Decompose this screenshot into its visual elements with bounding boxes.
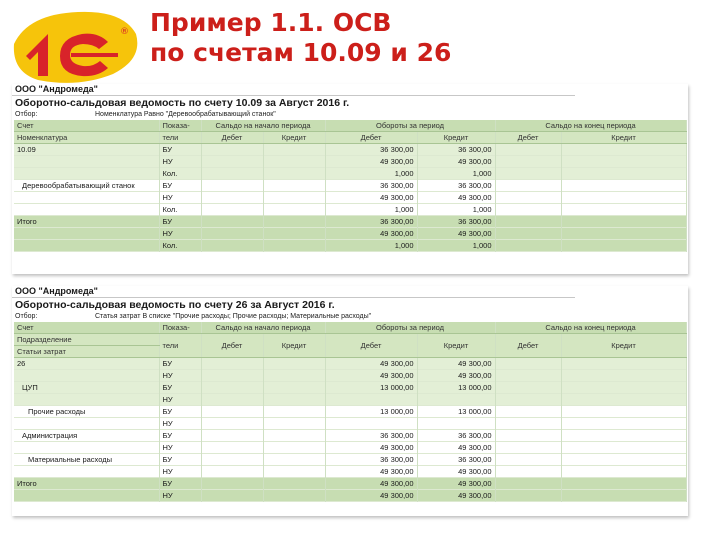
cell-closing-debit: [495, 466, 561, 478]
cell-turnover-debit: 49 300,00: [325, 192, 417, 204]
header-account: Счет: [14, 322, 159, 334]
cell-opening-debit: [201, 478, 263, 490]
cell-indicator: НУ: [159, 466, 201, 478]
table-row: [14, 478, 686, 490]
cell-indicator: НУ: [159, 418, 201, 430]
table-row: [14, 216, 686, 228]
header-row: [14, 322, 686, 334]
cell-opening-credit: [263, 204, 325, 216]
cell-closing-debit: [495, 168, 561, 180]
header-indicators-cont: тели: [159, 334, 201, 358]
report-account-26: [12, 286, 688, 516]
balance-sheet-table: [14, 322, 687, 502]
cell-row-name: [14, 156, 159, 168]
cell-closing-debit: [495, 406, 561, 418]
cell-opening-credit: [263, 394, 325, 406]
table-row: [14, 192, 686, 204]
cell-closing-credit: [561, 180, 686, 192]
header-indicators: Показа-: [159, 322, 201, 334]
cell-opening-credit: [263, 168, 325, 180]
cell-closing-credit: [561, 478, 686, 490]
cell-indicator: НУ: [159, 370, 201, 382]
cell-closing-credit: [561, 156, 686, 168]
header-opening-balance: Сальдо на начало периода: [201, 322, 325, 334]
organization-name: ООО "Андромеда": [12, 286, 575, 298]
report-filter: [12, 312, 688, 322]
cell-indicator: Кол.: [159, 240, 201, 252]
header-credit: Кредит: [263, 334, 325, 358]
header-closing-balance: Сальдо на конец периода: [495, 120, 686, 132]
cell-turnover-debit: [325, 418, 417, 430]
header-turnover: Обороты за период: [325, 120, 495, 132]
cell-turnover-debit: 49 300,00: [325, 478, 417, 490]
cell-opening-debit: [201, 394, 263, 406]
cell-closing-credit: [561, 406, 686, 418]
table-row: [14, 156, 686, 168]
cell-closing-credit: [561, 168, 686, 180]
cell-indicator: НУ: [159, 394, 201, 406]
cell-turnover-credit: 49 300,00: [417, 466, 495, 478]
cell-closing-debit: [495, 394, 561, 406]
cell-opening-debit: [201, 406, 263, 418]
cell-row-name: Итого: [14, 216, 159, 228]
cell-indicator: Кол.: [159, 168, 201, 180]
cell-indicator: НУ: [159, 228, 201, 240]
cell-indicator: БУ: [159, 406, 201, 418]
cell-row-name: Деревообрабатывающий станок: [14, 180, 159, 192]
cell-closing-credit: [561, 466, 686, 478]
cell-indicator: БУ: [159, 454, 201, 466]
cell-turnover-credit: 36 300,00: [417, 454, 495, 466]
table-row: [14, 454, 686, 466]
cell-opening-debit: [201, 454, 263, 466]
cell-turnover-credit: [417, 418, 495, 430]
cell-row-name: ЦУП: [14, 382, 159, 394]
header-row: [14, 132, 686, 144]
filter-value: Статья затрат В списке "Прочие расходы; Прочие расходы; Материальные расходы": [95, 313, 372, 320]
cell-closing-credit: [561, 454, 686, 466]
cell-row-name: [14, 442, 159, 454]
cell-turnover-debit: 49 300,00: [325, 442, 417, 454]
cell-opening-debit: [201, 430, 263, 442]
table-row: [14, 168, 686, 180]
cell-row-name: [14, 394, 159, 406]
cell-opening-credit: [263, 370, 325, 382]
header-debit: Дебет: [495, 334, 561, 358]
cell-closing-debit: [495, 418, 561, 430]
cell-indicator: НУ: [159, 192, 201, 204]
cell-turnover-debit: [325, 394, 417, 406]
cell-opening-credit: [263, 240, 325, 252]
header-nomenclature: Номенклатура: [14, 132, 159, 144]
cell-turnover-debit: 49 300,00: [325, 358, 417, 370]
cell-closing-credit: [561, 394, 686, 406]
cell-closing-credit: [561, 370, 686, 382]
cell-turnover-debit: 49 300,00: [325, 490, 417, 502]
header-credit: Кредит: [417, 334, 495, 358]
cell-opening-credit: [263, 192, 325, 204]
header-opening-balance: Сальдо на начало периода: [201, 120, 325, 132]
1c-logo: [8, 4, 148, 86]
cell-closing-debit: [495, 240, 561, 252]
table-row: [14, 370, 686, 382]
header-credit: Кредит: [417, 132, 495, 144]
cell-row-name: 10.09: [14, 144, 159, 156]
cell-turnover-credit: 36 300,00: [417, 180, 495, 192]
cell-turnover-debit: 1,000: [325, 168, 417, 180]
cell-opening-debit: [201, 382, 263, 394]
cell-opening-credit: [263, 466, 325, 478]
cell-row-name: [14, 228, 159, 240]
cell-indicator: БУ: [159, 382, 201, 394]
cell-closing-credit: [561, 192, 686, 204]
cell-opening-credit: [263, 216, 325, 228]
header-debit: Дебет: [325, 132, 417, 144]
cell-turnover-credit: 49 300,00: [417, 358, 495, 370]
header-account: Счет: [14, 120, 159, 132]
cell-turnover-credit: 49 300,00: [417, 192, 495, 204]
cell-closing-debit: [495, 180, 561, 192]
cell-opening-credit: [263, 454, 325, 466]
cell-opening-debit: [201, 144, 263, 156]
header-turnover: Обороты за период: [325, 322, 495, 334]
cell-turnover-debit: 36 300,00: [325, 180, 417, 192]
report-title: Оборотно-сальдовая ведомость по счету 10.09 за Август 2016 г.: [15, 97, 350, 109]
cell-opening-credit: [263, 228, 325, 240]
cell-closing-debit: [495, 228, 561, 240]
cell-turnover-debit: 36 300,00: [325, 430, 417, 442]
cell-opening-debit: [201, 156, 263, 168]
cell-closing-credit: [561, 144, 686, 156]
cell-opening-credit: [263, 442, 325, 454]
cell-row-name: [14, 466, 159, 478]
cell-indicator: БУ: [159, 358, 201, 370]
cell-closing-credit: [561, 228, 686, 240]
cell-opening-credit: [263, 478, 325, 490]
cell-turnover-debit: 49 300,00: [325, 466, 417, 478]
table-row: [14, 466, 686, 478]
cell-row-name: [14, 192, 159, 204]
filter-label: Отбор:: [15, 313, 38, 320]
cell-turnover-debit: 1,000: [325, 204, 417, 216]
header-credit: Кредит: [561, 132, 686, 144]
cell-row-name: [14, 370, 159, 382]
cell-turnover-debit: 36 300,00: [325, 144, 417, 156]
cell-turnover-debit: 49 300,00: [325, 370, 417, 382]
cell-opening-debit: [201, 168, 263, 180]
cell-turnover-credit: 36 300,00: [417, 144, 495, 156]
cell-turnover-debit: 13 000,00: [325, 406, 417, 418]
table-row: [14, 180, 686, 192]
cell-opening-debit: [201, 442, 263, 454]
cell-opening-credit: [263, 180, 325, 192]
cell-turnover-credit: 49 300,00: [417, 490, 495, 502]
cell-opening-debit: [201, 180, 263, 192]
filter-value: Номенклатура Равно "Деревообрабатывающий станок": [95, 111, 276, 118]
cell-opening-debit: [201, 204, 263, 216]
cell-indicator: БУ: [159, 216, 201, 228]
cell-turnover-credit: 49 300,00: [417, 156, 495, 168]
logo-registered-mark: ®: [120, 27, 129, 37]
cell-closing-credit: [561, 358, 686, 370]
table-row: [14, 442, 686, 454]
header-debit: Дебет: [201, 132, 263, 144]
header-row: [14, 334, 686, 346]
cell-turnover-credit: 49 300,00: [417, 228, 495, 240]
cell-opening-debit: [201, 418, 263, 430]
header-debit: Дебет: [325, 334, 417, 358]
balance-sheet-table: [14, 120, 687, 252]
slide-title-line-1: Пример 1.1. ОСВ: [150, 8, 392, 37]
cell-turnover-credit: 1,000: [417, 168, 495, 180]
header-cost-items: Статьи затрат: [14, 346, 159, 358]
filter-label: Отбор:: [15, 111, 38, 118]
cell-indicator: БУ: [159, 430, 201, 442]
header-closing-balance: Сальдо на конец периода: [495, 322, 686, 334]
cell-indicator: БУ: [159, 144, 201, 156]
slide-title: [150, 8, 451, 68]
table-row: [14, 394, 686, 406]
cell-closing-debit: [495, 490, 561, 502]
cell-closing-credit: [561, 240, 686, 252]
cell-opening-credit: [263, 156, 325, 168]
table-row: [14, 382, 686, 394]
cell-indicator: БУ: [159, 478, 201, 490]
cell-turnover-credit: 1,000: [417, 204, 495, 216]
cell-closing-debit: [495, 204, 561, 216]
table-row: [14, 430, 686, 442]
cell-opening-debit: [201, 358, 263, 370]
cell-turnover-credit: 49 300,00: [417, 478, 495, 490]
cell-turnover-credit: 1,000: [417, 240, 495, 252]
cell-closing-debit: [495, 370, 561, 382]
header-indicators: Показа-: [159, 120, 201, 132]
cell-opening-debit: [201, 370, 263, 382]
organization-name: ООО "Андромеда": [12, 84, 575, 96]
table-row: [14, 204, 686, 216]
table-row: [14, 144, 686, 156]
cell-turnover-credit: 36 300,00: [417, 216, 495, 228]
cell-opening-credit: [263, 144, 325, 156]
cell-turnover-debit: 49 300,00: [325, 156, 417, 168]
cell-closing-debit: [495, 144, 561, 156]
cell-closing-debit: [495, 358, 561, 370]
cell-turnover-credit: [417, 394, 495, 406]
cell-turnover-credit: 49 300,00: [417, 370, 495, 382]
cell-closing-debit: [495, 192, 561, 204]
cell-opening-credit: [263, 358, 325, 370]
report-account-10-09: [12, 84, 688, 274]
slide-title-line-2: по счетам 10.09 и 26: [150, 38, 452, 67]
cell-opening-credit: [263, 418, 325, 430]
header-credit: Кредит: [561, 334, 686, 358]
cell-turnover-credit: 13 000,00: [417, 382, 495, 394]
table-row: [14, 240, 686, 252]
cell-row-name: Прочие расходы: [14, 406, 159, 418]
header-department: Подразделение: [14, 334, 159, 346]
cell-indicator: НУ: [159, 490, 201, 502]
cell-opening-debit: [201, 192, 263, 204]
cell-turnover-debit: 49 300,00: [325, 228, 417, 240]
cell-turnover-debit: 13 000,00: [325, 382, 417, 394]
cell-closing-debit: [495, 430, 561, 442]
cell-opening-debit: [201, 240, 263, 252]
header-row: [14, 120, 686, 132]
cell-closing-credit: [561, 418, 686, 430]
table-row: [14, 406, 686, 418]
cell-closing-debit: [495, 156, 561, 168]
cell-opening-debit: [201, 228, 263, 240]
table-row: [14, 490, 686, 502]
cell-opening-credit: [263, 406, 325, 418]
cell-indicator: НУ: [159, 156, 201, 168]
cell-turnover-debit: 36 300,00: [325, 454, 417, 466]
table-row: [14, 228, 686, 240]
cell-turnover-credit: 49 300,00: [417, 442, 495, 454]
cell-row-name: [14, 490, 159, 502]
cell-closing-credit: [561, 216, 686, 228]
cell-closing-credit: [561, 430, 686, 442]
cell-opening-debit: [201, 466, 263, 478]
report-filter: [12, 110, 688, 120]
table-row: [14, 418, 686, 430]
header-credit: Кредит: [263, 132, 325, 144]
cell-turnover-debit: 1,000: [325, 240, 417, 252]
cell-row-name: Материальные расходы: [14, 454, 159, 466]
cell-turnover-credit: 13 000,00: [417, 406, 495, 418]
cell-indicator: НУ: [159, 442, 201, 454]
cell-turnover-credit: 36 300,00: [417, 430, 495, 442]
cell-indicator: БУ: [159, 180, 201, 192]
cell-opening-debit: [201, 216, 263, 228]
cell-closing-credit: [561, 204, 686, 216]
cell-closing-debit: [495, 442, 561, 454]
cell-closing-debit: [495, 478, 561, 490]
header-indicators-cont: тели: [159, 132, 201, 144]
cell-closing-debit: [495, 454, 561, 466]
cell-row-name: Администрация: [14, 430, 159, 442]
report-title: Оборотно-сальдовая ведомость по счету 26 за Август 2016 г.: [15, 299, 335, 311]
cell-opening-credit: [263, 490, 325, 502]
cell-closing-credit: [561, 490, 686, 502]
header-debit: Дебет: [495, 132, 561, 144]
cell-row-name: [14, 418, 159, 430]
header-debit: Дебет: [201, 334, 263, 358]
cell-row-name: [14, 204, 159, 216]
cell-indicator: Кол.: [159, 204, 201, 216]
cell-row-name: [14, 168, 159, 180]
table-row: [14, 358, 686, 370]
cell-opening-credit: [263, 382, 325, 394]
cell-closing-debit: [495, 382, 561, 394]
cell-closing-credit: [561, 382, 686, 394]
cell-row-name: Итого: [14, 478, 159, 490]
cell-row-name: 26: [14, 358, 159, 370]
cell-turnover-debit: 36 300,00: [325, 216, 417, 228]
cell-closing-debit: [495, 216, 561, 228]
cell-opening-credit: [263, 430, 325, 442]
cell-opening-debit: [201, 490, 263, 502]
cell-closing-credit: [561, 442, 686, 454]
cell-row-name: [14, 240, 159, 252]
